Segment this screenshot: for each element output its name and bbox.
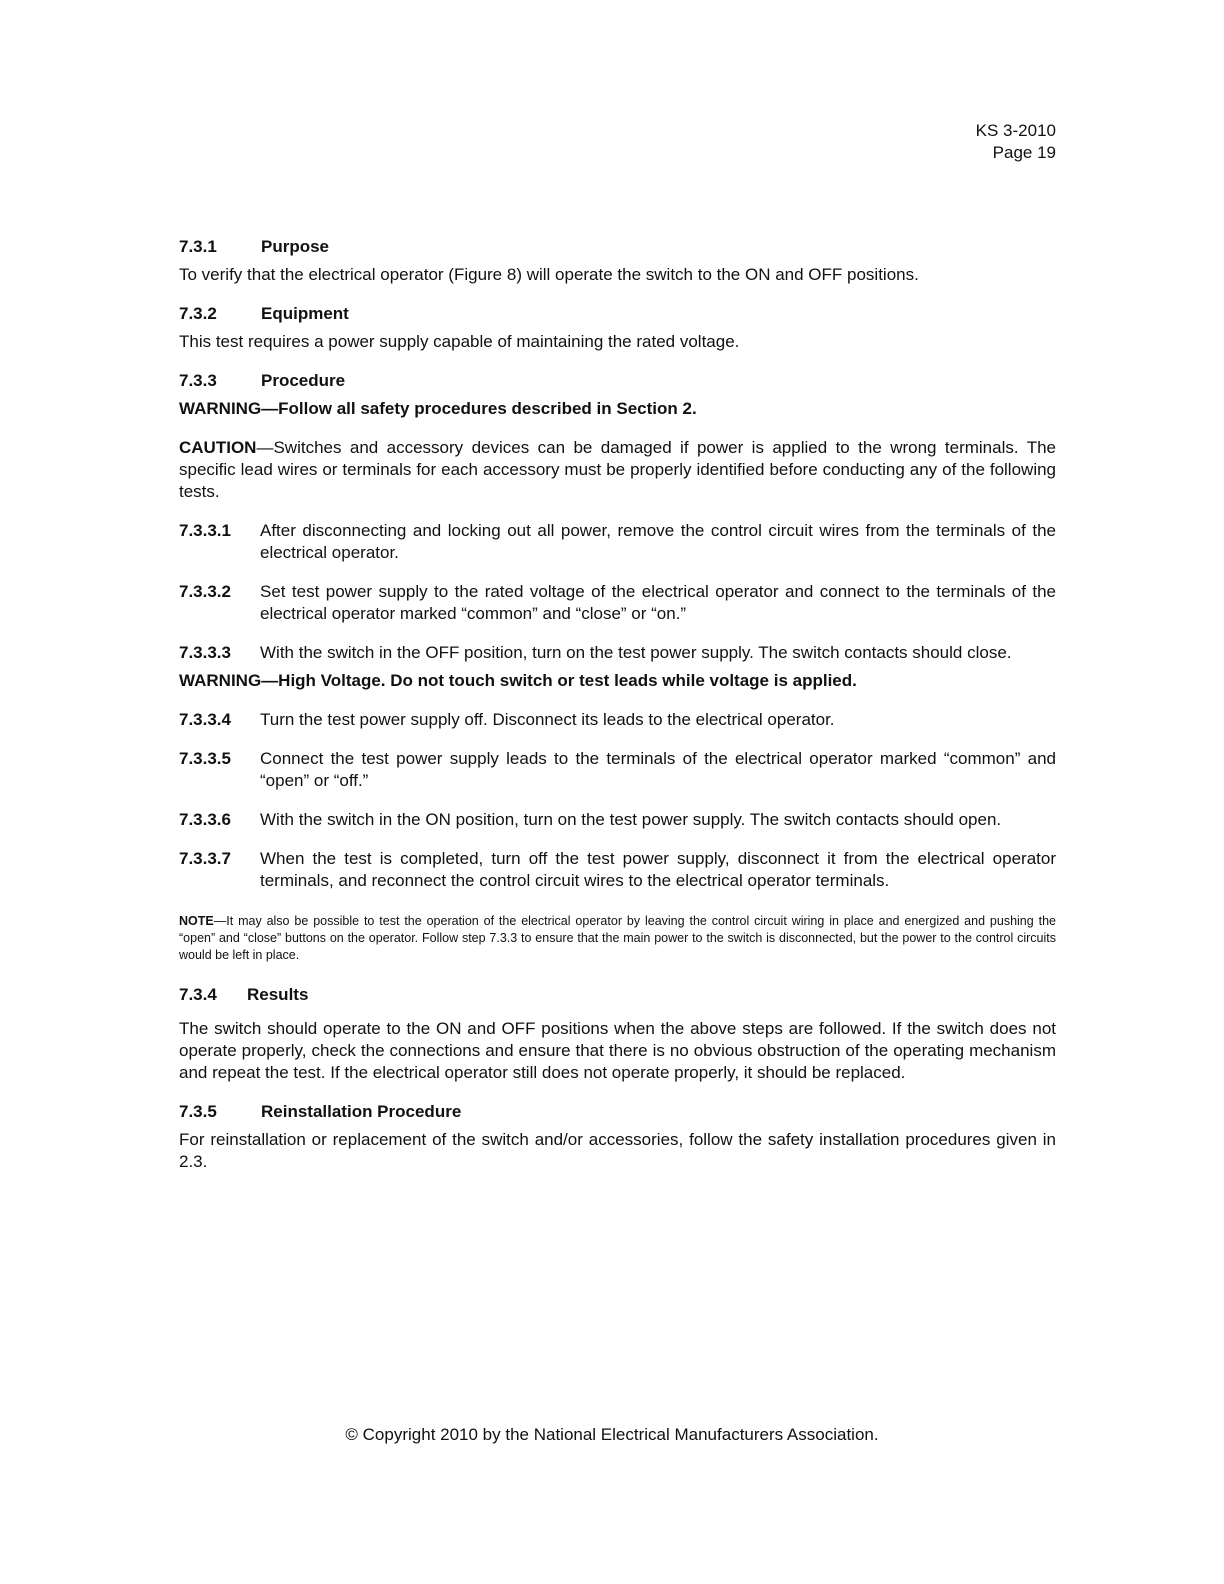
step-text: After disconnecting and locking out all power, remove the control circuit wires from the terminals of the electrical operator.	[260, 521, 1056, 562]
section-title: Procedure	[261, 371, 346, 390]
procedure-step	[179, 520, 1056, 564]
section-number: 7.3.3	[179, 371, 217, 390]
procedure-step	[179, 809, 1056, 831]
procedure-step	[179, 848, 1056, 892]
note-label: NOTE	[179, 914, 214, 928]
step-text: Connect the test power supply leads to the terminals of the electrical operator marked “common” and “open” or “off.”	[260, 749, 1056, 790]
caution-paragraph	[179, 437, 1056, 503]
equipment-text: This test requires a power supply capable of maintaining the rated voltage.	[179, 332, 740, 351]
step-number: 7.3.3.4	[179, 710, 231, 729]
note-paragraph	[179, 913, 1056, 964]
section-heading-reinstallation	[179, 1101, 1056, 1123]
copyright-footer: © Copyright 2010 by the National Electrical Manufacturers Association.	[345, 1425, 879, 1444]
step-number: 7.3.3.3	[179, 643, 231, 662]
page-number: Page 19	[992, 143, 1056, 162]
step-number: 7.3.3.7	[179, 849, 231, 868]
section-heading-equipment	[179, 303, 1056, 325]
section-title: Reinstallation Procedure	[261, 1102, 462, 1121]
step-text: Set test power supply to the rated voltage of the electrical operator and connect to the terminals of the electrical operator marked “common” and “close” or “on.”	[260, 582, 1056, 623]
section-heading-purpose	[179, 236, 1056, 258]
section-heading-procedure	[179, 370, 1056, 392]
procedure-step	[179, 581, 1056, 625]
document-id: KS 3-2010	[975, 121, 1056, 140]
caution-label: CAUTION	[179, 438, 257, 457]
section-title: Results	[247, 985, 309, 1004]
note-text: —It may also be possible to test the operation of the electrical operator by leaving the control circuit wiring in place and energized and pushing the “open” and “close” buttons on the operator. Follow step 7.3.3 to ensure that the main power to the switch is disconnected, but the power to the control circuits would be left in place.	[179, 914, 1056, 962]
step-text: When the test is completed, turn off the test power supply, disconnect it from the electrical operator terminals, and reconnect the control circuit wires to the electrical operator terminals.	[260, 849, 1056, 890]
reinstallation-text: For reinstallation or replacement of the switch and/or accessories, follow the safety installation procedures given in 2.3.	[179, 1130, 1056, 1171]
page-content	[179, 236, 1056, 1173]
purpose-text: To verify that the electrical operator (Figure 8) will operate the switch to the ON and OFF positions.	[179, 265, 919, 284]
section-number: 7.3.4	[179, 985, 217, 1004]
step-number: 7.3.3.2	[179, 582, 231, 601]
section-title: Equipment	[261, 304, 349, 323]
step-text: With the switch in the OFF position, turn on the test power supply. The switch contacts should close.	[260, 643, 1012, 662]
section-number: 7.3.5	[179, 1102, 217, 1121]
procedure-step	[179, 709, 1056, 731]
results-text: The switch should operate to the ON and OFF positions when the above steps are followed. If the switch does not operate properly, check the connections and ensure that there is no obvious obstruction of the operating mechanism and repeat the test. If the electrical operator still does not operate properly, it should be replaced.	[179, 1019, 1056, 1082]
section-heading-results	[179, 984, 1056, 1006]
page-header	[976, 120, 1056, 164]
step-text: Turn the test power supply off. Disconnect its leads to the electrical operator.	[260, 710, 835, 729]
step-text: With the switch in the ON position, turn on the test power supply. The switch contacts should open.	[260, 810, 1002, 829]
procedure-step	[179, 642, 1056, 664]
procedure-step	[179, 748, 1056, 792]
high-voltage-warning: WARNING—High Voltage. Do not touch switch or test leads while voltage is applied.	[179, 671, 857, 690]
section-number: 7.3.2	[179, 304, 217, 323]
step-number: 7.3.3.6	[179, 810, 231, 829]
step-number: 7.3.3.1	[179, 521, 231, 540]
section-title: Purpose	[261, 237, 330, 256]
caution-text: —Switches and accessory devices can be damaged if power is applied to the wrong terminals. The specific lead wires or terminals for each accessory must be properly identified before conducting any of the following tests.	[179, 438, 1056, 501]
step-number: 7.3.3.5	[179, 749, 231, 768]
section-number: 7.3.1	[179, 237, 217, 256]
safety-warning: WARNING—Follow all safety procedures described in Section 2.	[179, 399, 697, 418]
